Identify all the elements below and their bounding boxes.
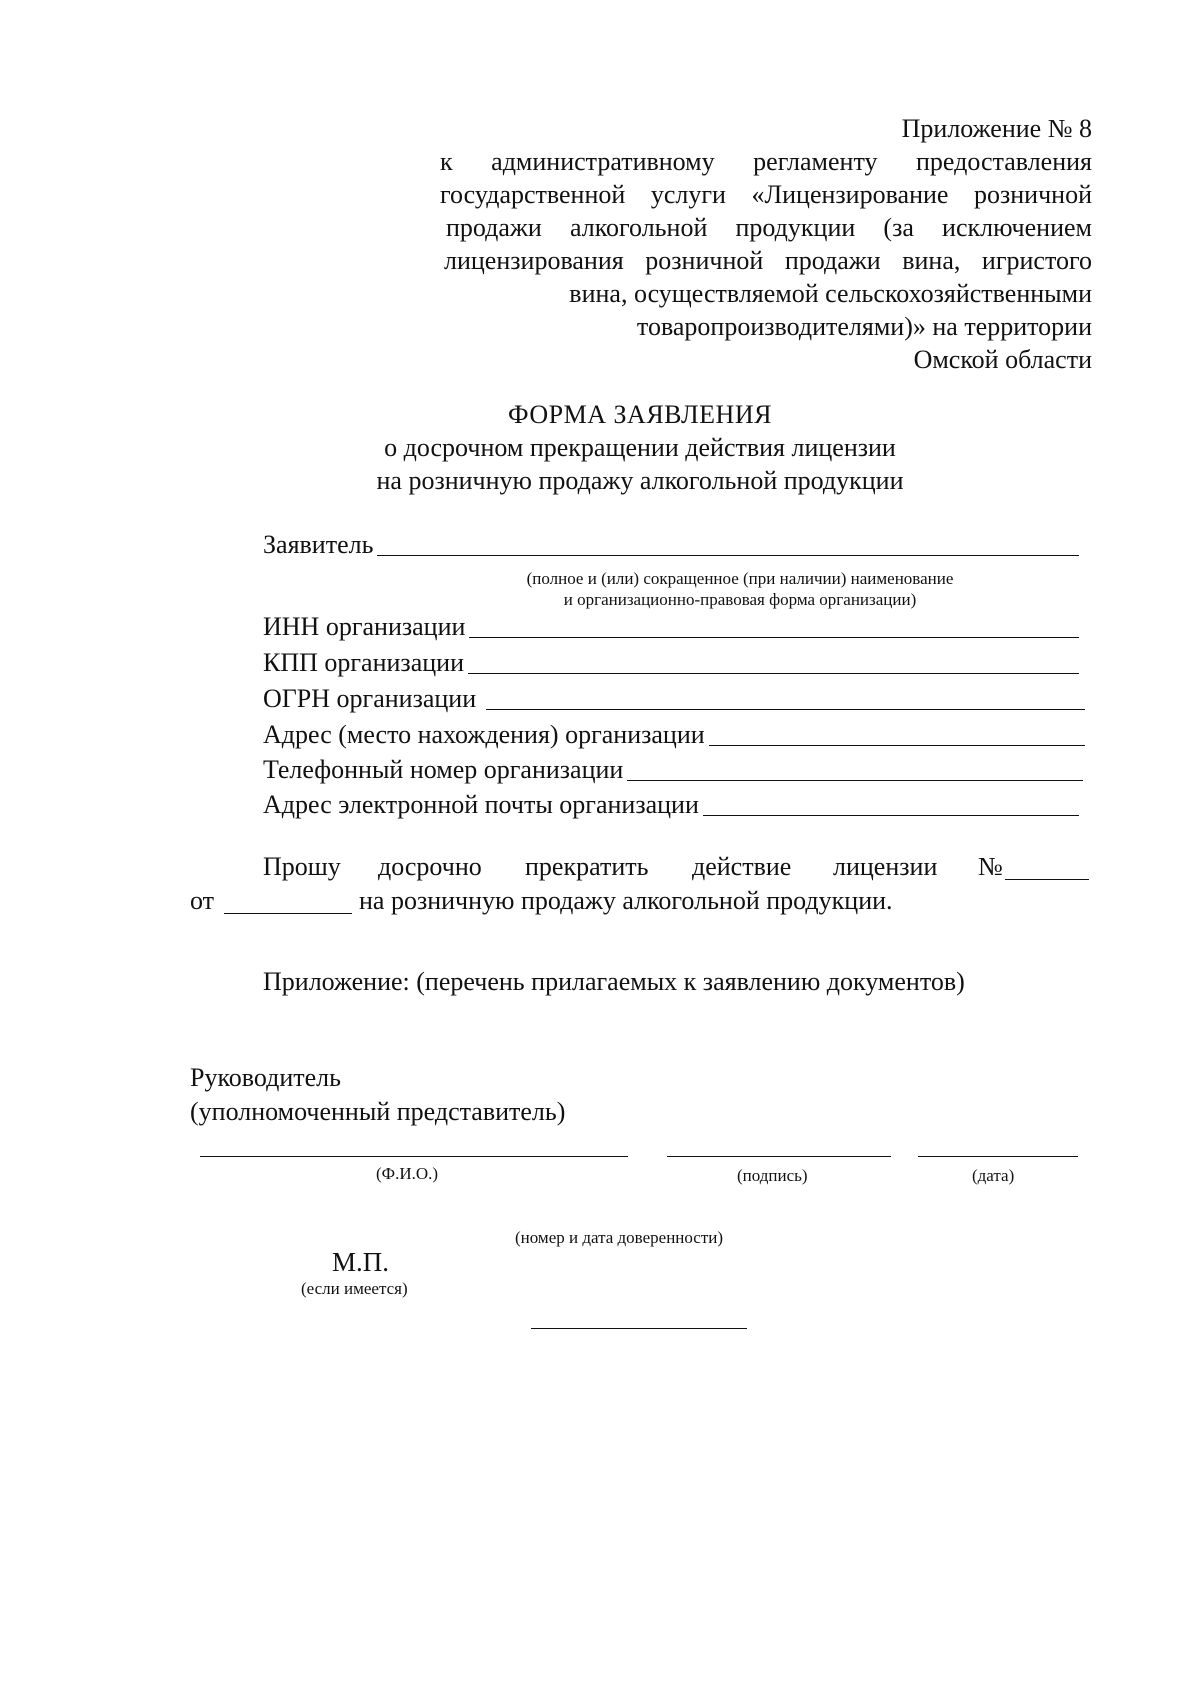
appendix-line: вина, осуществляемой сельскохозяйственными bbox=[569, 279, 1092, 308]
license-date-input-line[interactable] bbox=[224, 912, 352, 914]
ogrn-input-line[interactable] bbox=[486, 708, 1085, 710]
appendix-line: продажи алкогольной продукции (за исключением bbox=[446, 213, 1092, 242]
date-input-line[interactable] bbox=[918, 1155, 1078, 1157]
signature-caption: (подпись) bbox=[737, 1166, 808, 1185]
date-caption: (дата) bbox=[972, 1166, 1015, 1185]
address-field bbox=[263, 720, 1085, 750]
request-word: лицензии bbox=[833, 852, 938, 881]
signature-input-line[interactable] bbox=[667, 1155, 891, 1157]
address-label: Адрес (место нахождения) организации bbox=[263, 720, 705, 749]
appendix-header bbox=[440, 112, 1092, 376]
attachment-line: Приложение: (перечень прилагаемых к заявлению документов) bbox=[263, 967, 965, 996]
applicant-hint-1: (полное и (или) сокращенное (при наличии) наименование bbox=[526, 569, 954, 588]
form-subtitle-line-1: о досрочном прекращении действия лицензии bbox=[384, 433, 896, 462]
license-number-input-line[interactable] bbox=[1005, 878, 1089, 880]
appendix-line: государственной услуги «Лицензирование розничной bbox=[440, 180, 1092, 209]
kpp-input-line[interactable] bbox=[468, 672, 1079, 674]
form-subtitle-line-2: на розничную продажу алкогольной продукции bbox=[376, 466, 904, 495]
request-word: Прошу bbox=[263, 852, 341, 881]
request-word: прекратить bbox=[525, 852, 649, 881]
applicant-hint-2: и организационно-правовая форма организации) bbox=[563, 590, 917, 609]
request-word: действие bbox=[692, 852, 792, 881]
request-from: от bbox=[190, 886, 215, 915]
request-tail: на розничную продажу алкогольной продукции. bbox=[359, 886, 893, 915]
kpp-label: КПП организации bbox=[263, 648, 464, 677]
form-title-block bbox=[300, 398, 980, 497]
ogrn-field bbox=[263, 684, 1085, 714]
inn-label: ИНН организации bbox=[263, 612, 466, 641]
appendix-line: лицензирования розничной продажи вина, игристого bbox=[444, 246, 1092, 275]
phone-input-line[interactable] bbox=[627, 779, 1083, 781]
ogrn-label: ОГРН организации bbox=[263, 684, 477, 713]
stamp-note: (если имеется) bbox=[301, 1279, 408, 1298]
applicant-field bbox=[263, 530, 1079, 560]
inn-input-line[interactable] bbox=[469, 636, 1079, 638]
email-field bbox=[263, 790, 1079, 820]
phone-label: Телефонный номер организации bbox=[263, 755, 624, 784]
signatory-subtitle: (уполномоченный представитель) bbox=[190, 1097, 566, 1126]
footer-separator bbox=[531, 1327, 747, 1329]
email-input-line[interactable] bbox=[703, 814, 1079, 816]
fio-input-line[interactable] bbox=[200, 1155, 628, 1157]
fio-caption: (Ф.И.О.) bbox=[376, 1164, 439, 1183]
request-word: № bbox=[978, 852, 1003, 881]
proxy-caption: (номер и дата доверенности) bbox=[515, 1228, 724, 1247]
appendix-number: Приложение № 8 bbox=[901, 114, 1092, 143]
appendix-line: Омской области bbox=[913, 345, 1092, 374]
signatory-title: Руководитель bbox=[190, 1063, 341, 1092]
appendix-line: к административному регламенту предоставления bbox=[440, 147, 1092, 176]
address-input-line[interactable] bbox=[709, 744, 1085, 746]
phone-field bbox=[263, 755, 1083, 785]
appendix-line: товаропроизводителями)» на территории bbox=[636, 312, 1092, 341]
inn-field bbox=[263, 612, 1079, 642]
form-title: ФОРМА ЗАЯВЛЕНИЯ bbox=[508, 400, 772, 429]
applicant-input-line[interactable] bbox=[377, 554, 1079, 556]
email-label: Адрес электронной почты организации bbox=[263, 790, 699, 819]
request-word: досрочно bbox=[378, 852, 482, 881]
stamp-label: М.П. bbox=[332, 1247, 390, 1277]
kpp-field bbox=[263, 648, 1079, 678]
applicant-label: Заявитель bbox=[263, 530, 374, 559]
